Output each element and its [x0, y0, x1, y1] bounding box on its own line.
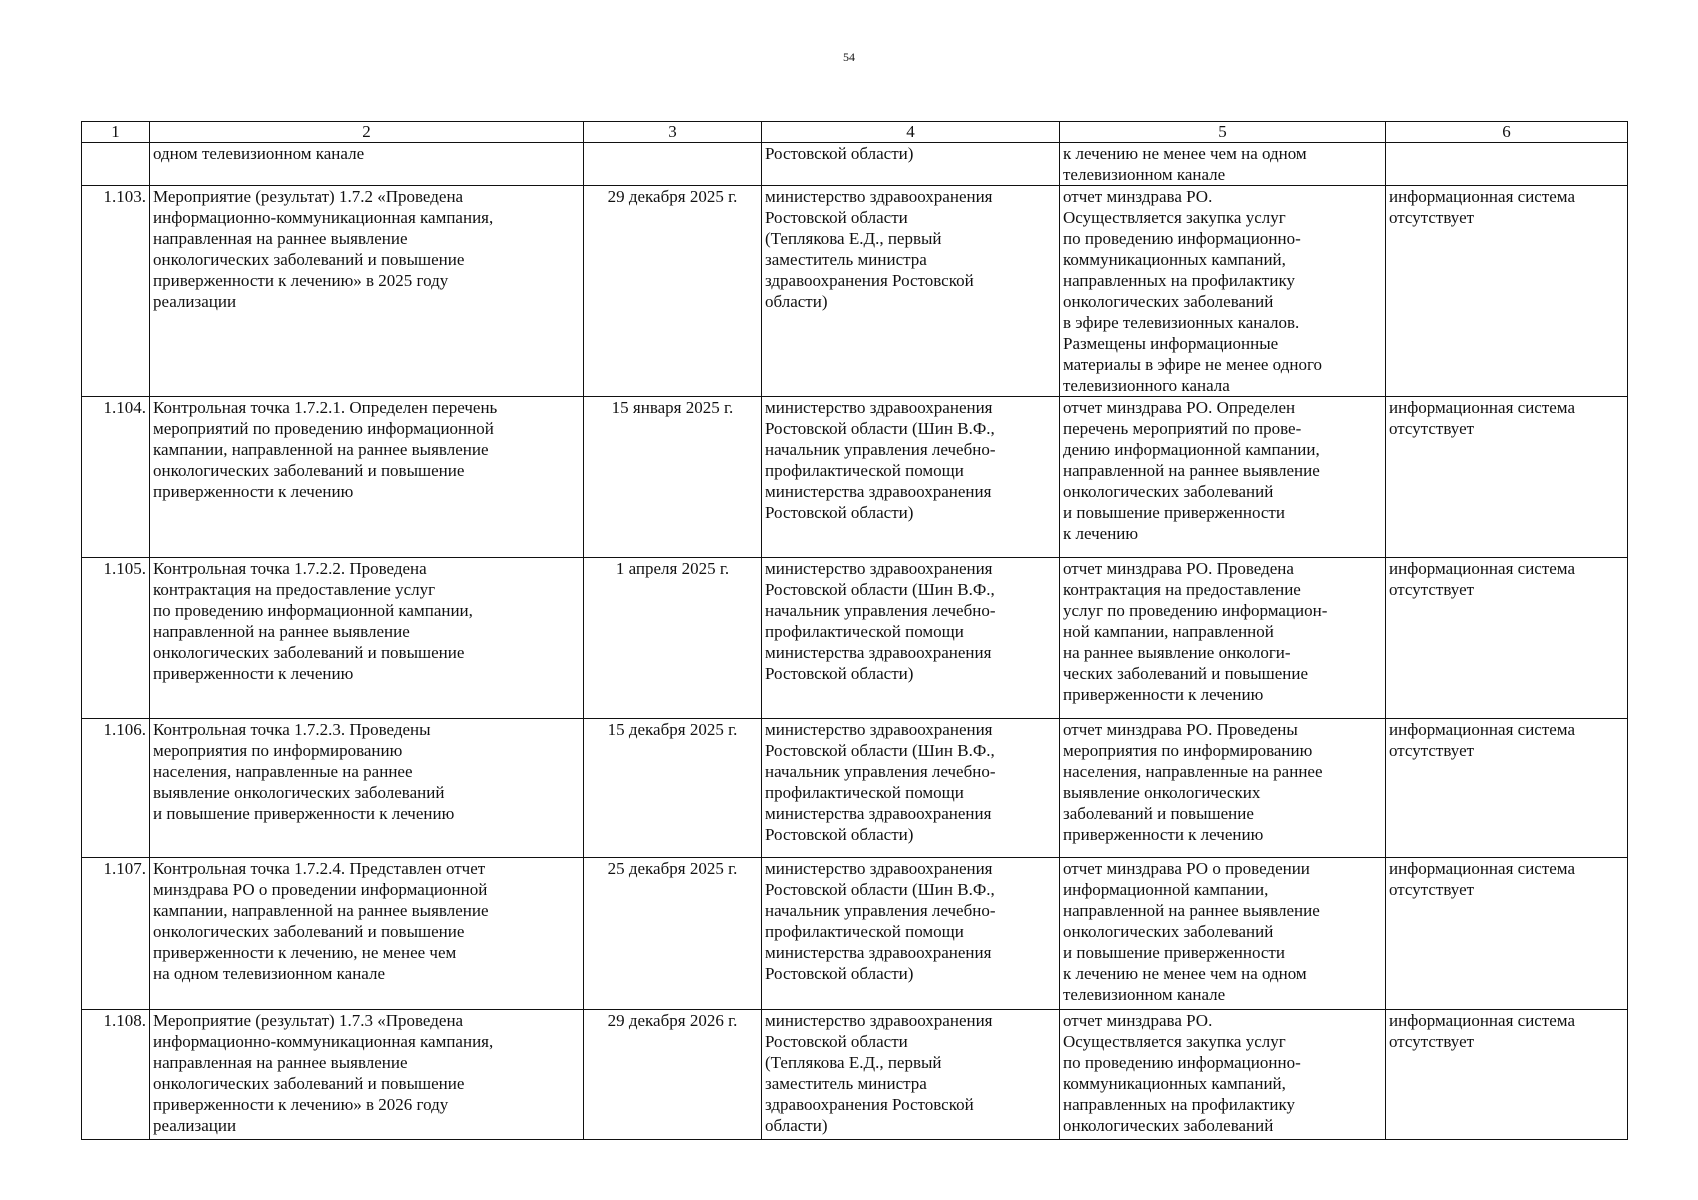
- cell-line: онкологических заболеваний и повышение: [153, 643, 465, 662]
- cell-line: Ростовской области (Шин В.Ф.,: [765, 580, 995, 599]
- cell-line: приверженности к лечению: [153, 664, 354, 683]
- cell-line: населения, направленные на раннее: [153, 762, 413, 781]
- cell-line: отсутствует: [1389, 580, 1475, 599]
- cell-line: контрактация на предоставление услуг: [153, 580, 436, 599]
- cell-line: профилактической помощи: [765, 922, 964, 941]
- cell-line: Контрольная точка 1.7.2.3. Проведены: [153, 720, 431, 739]
- cell-line: области): [765, 292, 828, 311]
- cell-line: Ростовской области (Шин В.Ф.,: [765, 880, 995, 899]
- cell-line: информационная система: [1389, 1011, 1575, 1030]
- cell-line: министерство здравоохранения: [765, 398, 993, 417]
- system-cell: [1386, 143, 1628, 186]
- row-number-cell: 1.103.: [82, 186, 150, 397]
- date-cell: 29 декабря 2025 г.: [584, 186, 762, 397]
- cell-line: онкологических заболеваний и повышение: [153, 1074, 465, 1093]
- cell-line: коммуникационных кампаний,: [1063, 250, 1286, 269]
- cell-line: Размещены информационные: [1063, 334, 1279, 353]
- table-row: [82, 186, 1628, 397]
- cell-line: министерства здравоохранения: [765, 643, 992, 662]
- cell-line: заместитель министра: [765, 250, 927, 269]
- cell-line: Ростовской области): [765, 503, 914, 522]
- cell-line: отчет минздрава РО.: [1063, 1011, 1213, 1030]
- responsible-cell: [762, 186, 1060, 397]
- cell-line: министерство здравоохранения: [765, 559, 993, 578]
- header-cell: 5: [1060, 122, 1386, 143]
- cell-line: к лечению: [1063, 524, 1139, 543]
- cell-line: профилактической помощи: [765, 461, 964, 480]
- cell-line: услуг по проведению информацион-: [1063, 601, 1328, 620]
- cell-line: ческих заболеваний и повышение: [1063, 664, 1309, 683]
- cell-line: Ростовской области (Шин В.Ф.,: [765, 419, 995, 438]
- cell-line: минздрава РО о проведении информационной: [153, 880, 488, 899]
- row-number-cell: 1.105.: [82, 558, 150, 719]
- responsible-cell: [762, 858, 1060, 1010]
- date-cell: 15 декабря 2025 г.: [584, 719, 762, 858]
- cell-line: направленная на раннее выявление: [153, 1053, 408, 1072]
- cell-line: материалы в эфире не менее одного: [1063, 355, 1322, 374]
- result-cell: [1060, 558, 1386, 719]
- row-number-cell: [82, 143, 150, 186]
- cell-line: и повышение приверженности: [1063, 943, 1285, 962]
- responsible-cell: [762, 1010, 1060, 1140]
- cell-line: приверженности к лечению» в 2026 году: [153, 1095, 449, 1114]
- header-cell: 1: [82, 122, 150, 143]
- cell-line: реализации: [153, 292, 237, 311]
- cell-line: приверженности к лечению: [1063, 825, 1264, 844]
- header-cell: 3: [584, 122, 762, 143]
- date-cell: 15 января 2025 г.: [584, 397, 762, 558]
- cell-line: кампании, направленной на раннее выявление: [153, 440, 489, 459]
- cell-line: информационно-коммуникационная кампания,: [153, 208, 494, 227]
- description-cell: [150, 186, 584, 397]
- cell-line: министерство здравоохранения: [765, 1011, 993, 1030]
- table-row: [82, 397, 1628, 558]
- cell-line: и повышение приверженности к лечению: [153, 804, 455, 823]
- cell-line: Ростовской области): [765, 144, 914, 163]
- responsible-cell: [762, 397, 1060, 558]
- cell-line: министерства здравоохранения: [765, 804, 992, 823]
- cell-line: информационная система: [1389, 859, 1575, 878]
- cell-line: (Теплякова Е.Д., первый: [765, 1053, 942, 1072]
- result-cell: [1060, 1010, 1386, 1140]
- cell-line: Ростовской области): [765, 825, 914, 844]
- cell-line: информационная система: [1389, 187, 1575, 206]
- system-cell: [1386, 558, 1628, 719]
- cell-line: дению информационной кампании,: [1063, 440, 1320, 459]
- system-cell: [1386, 1010, 1628, 1140]
- cell-line: Мероприятие (результат) 1.7.3 «Проведена: [153, 1011, 464, 1030]
- cell-line: информационная система: [1389, 720, 1575, 739]
- cell-line: Ростовской области): [765, 964, 914, 983]
- cell-line: Контрольная точка 1.7.2.4. Представлен отчет: [153, 859, 486, 878]
- cell-line: отчет минздрава РО.: [1063, 187, 1213, 206]
- cell-line: отчет минздрава РО о проведении: [1063, 859, 1310, 878]
- cell-line: отсутствует: [1389, 1032, 1475, 1051]
- description-cell: [150, 719, 584, 858]
- cell-line: мероприятий по проведению информационной: [153, 419, 494, 438]
- cell-line: отчет минздрава РО. Проведена: [1063, 559, 1294, 578]
- result-cell: [1060, 719, 1386, 858]
- cell-line: в эфире телевизионных каналов.: [1063, 313, 1300, 332]
- cell-line: онкологических заболеваний: [1063, 1116, 1274, 1135]
- cell-line: министерство здравоохранения: [765, 187, 993, 206]
- table-row: [82, 858, 1628, 1010]
- row-number-cell: 1.106.: [82, 719, 150, 858]
- cell-line: телевизионном канале: [1063, 165, 1226, 184]
- row-number-cell: 1.107.: [82, 858, 150, 1010]
- cell-line: приверженности к лечению, не менее чем: [153, 943, 457, 962]
- responsible-cell: [762, 719, 1060, 858]
- cell-line: (Теплякова Е.Д., первый: [765, 229, 942, 248]
- cell-line: онкологических заболеваний: [1063, 922, 1274, 941]
- cell-line: Ростовской области: [765, 1032, 908, 1051]
- cell-line: приверженности к лечению» в 2025 году: [153, 271, 449, 290]
- cell-line: к лечению не менее чем на одном: [1063, 144, 1307, 163]
- cell-line: профилактической помощи: [765, 783, 964, 802]
- page-number: 54: [843, 50, 855, 64]
- cell-line: онкологических заболеваний: [1063, 292, 1274, 311]
- system-cell: [1386, 858, 1628, 1010]
- cell-line: онкологических заболеваний и повышение: [153, 461, 465, 480]
- cell-line: отсутствует: [1389, 419, 1475, 438]
- cell-line: и повышение приверженности: [1063, 503, 1285, 522]
- cell-line: онкологических заболеваний и повышение: [153, 250, 465, 269]
- cell-line: начальник управления лечебно-: [765, 762, 996, 781]
- cell-line: направленных на профилактику: [1063, 1095, 1295, 1114]
- cell-line: выявление онкологических заболеваний: [153, 783, 445, 802]
- cell-line: отсутствует: [1389, 880, 1475, 899]
- cell-line: направленной на раннее выявление: [1063, 901, 1320, 920]
- cell-line: начальник управления лечебно-: [765, 901, 996, 920]
- date-cell: 25 декабря 2025 г.: [584, 858, 762, 1010]
- cell-line: направленная на раннее выявление: [153, 229, 408, 248]
- cell-line: министерство здравоохранения: [765, 859, 993, 878]
- cell-line: мероприятия по информированию: [153, 741, 403, 760]
- cell-line: министерства здравоохранения: [765, 482, 992, 501]
- cell-line: информационной кампании,: [1063, 880, 1269, 899]
- cell-line: отчет минздрава РО. Проведены: [1063, 720, 1298, 739]
- cell-line: Осуществляется закупка услуг: [1063, 1032, 1286, 1051]
- table-row: [82, 558, 1628, 719]
- result-cell: [1060, 143, 1386, 186]
- cell-line: профилактической помощи: [765, 622, 964, 641]
- cell-line: информационная система: [1389, 398, 1575, 417]
- cell-line: приверженности к лечению: [153, 482, 354, 501]
- result-cell: [1060, 397, 1386, 558]
- description-cell: [150, 1010, 584, 1140]
- system-cell: [1386, 186, 1628, 397]
- header-cell: 6: [1386, 122, 1628, 143]
- cell-line: министерство здравоохранения: [765, 720, 993, 739]
- description-cell: [150, 143, 584, 186]
- cell-line: информационно-коммуникационная кампания,: [153, 1032, 494, 1051]
- cell-line: мероприятия по информированию: [1063, 741, 1313, 760]
- date-cell: 1 апреля 2025 г.: [584, 558, 762, 719]
- cell-line: населения, направленные на раннее: [1063, 762, 1323, 781]
- cell-line: отчет минздрава РО. Определен: [1063, 398, 1296, 417]
- result-cell: [1060, 186, 1386, 397]
- cell-line: по проведению информационно-: [1063, 229, 1301, 248]
- cell-line: одном телевизионном канале: [153, 144, 365, 163]
- cell-line: по проведению информационно-: [1063, 1053, 1301, 1072]
- header-cell: 2: [150, 122, 584, 143]
- cell-line: коммуникационных кампаний,: [1063, 1074, 1286, 1093]
- cell-line: Контрольная точка 1.7.2.1. Определен перечень: [153, 398, 498, 417]
- cell-line: направленных на профилактику: [1063, 271, 1295, 290]
- description-cell: [150, 558, 584, 719]
- header-cell: 4: [762, 122, 1060, 143]
- cell-line: телевизионного канала: [1063, 376, 1230, 395]
- cell-line: выявление онкологических: [1063, 783, 1261, 802]
- cell-line: здравоохранения Ростовской: [765, 1095, 974, 1114]
- cell-line: направленной на раннее выявление: [153, 622, 410, 641]
- cell-line: на одном телевизионном канале: [153, 964, 386, 983]
- date-cell: 29 декабря 2026 г.: [584, 1010, 762, 1140]
- header-row: [82, 122, 1628, 143]
- plan-table: [81, 121, 1628, 1140]
- result-cell: [1060, 858, 1386, 1010]
- responsible-cell: [762, 558, 1060, 719]
- cell-line: заместитель министра: [765, 1074, 927, 1093]
- cell-line: отсутствует: [1389, 741, 1475, 760]
- description-cell: [150, 397, 584, 558]
- cell-line: Осуществляется закупка услуг: [1063, 208, 1286, 227]
- cell-line: направленной на раннее выявление: [1063, 461, 1320, 480]
- cell-line: Ростовской области (Шин В.Ф.,: [765, 741, 995, 760]
- cell-line: здравоохранения Ростовской: [765, 271, 974, 290]
- system-cell: [1386, 397, 1628, 558]
- responsible-cell: [762, 143, 1060, 186]
- cell-line: телевизионном канале: [1063, 985, 1226, 1004]
- cell-line: приверженности к лечению: [1063, 685, 1264, 704]
- table-row: [82, 719, 1628, 858]
- system-cell: [1386, 719, 1628, 858]
- cell-line: ной кампании, направленной: [1063, 622, 1274, 641]
- cell-line: на раннее выявление онкологи-: [1063, 643, 1291, 662]
- cell-line: Мероприятие (результат) 1.7.2 «Проведена: [153, 187, 464, 206]
- cell-line: Ростовской области: [765, 208, 908, 227]
- cell-line: заболеваний и повышение: [1063, 804, 1254, 823]
- row-number-cell: 1.104.: [82, 397, 150, 558]
- cell-line: кампании, направленной на раннее выявление: [153, 901, 489, 920]
- cell-line: реализации: [153, 1116, 237, 1135]
- row-number-cell: 1.108.: [82, 1010, 150, 1140]
- cell-line: области): [765, 1116, 828, 1135]
- cell-line: контрактация на предоставление: [1063, 580, 1301, 599]
- cell-line: к лечению не менее чем на одном: [1063, 964, 1307, 983]
- cell-line: Ростовской области): [765, 664, 914, 683]
- date-cell: [584, 143, 762, 186]
- table-body: [82, 143, 1628, 1140]
- cell-line: онкологических заболеваний и повышение: [153, 922, 465, 941]
- description-cell: [150, 858, 584, 1010]
- cell-line: начальник управления лечебно-: [765, 601, 996, 620]
- cell-line: министерства здравоохранения: [765, 943, 992, 962]
- cell-line: Контрольная точка 1.7.2.2. Проведена: [153, 559, 427, 578]
- cell-line: начальник управления лечебно-: [765, 440, 996, 459]
- cell-line: информационная система: [1389, 559, 1575, 578]
- table-row: [82, 143, 1628, 186]
- cell-line: отсутствует: [1389, 208, 1475, 227]
- table-row: [82, 1010, 1628, 1140]
- cell-line: онкологических заболеваний: [1063, 482, 1274, 501]
- cell-line: перечень мероприятий по прове-: [1063, 419, 1302, 438]
- cell-line: по проведению информационной кампании,: [153, 601, 473, 620]
